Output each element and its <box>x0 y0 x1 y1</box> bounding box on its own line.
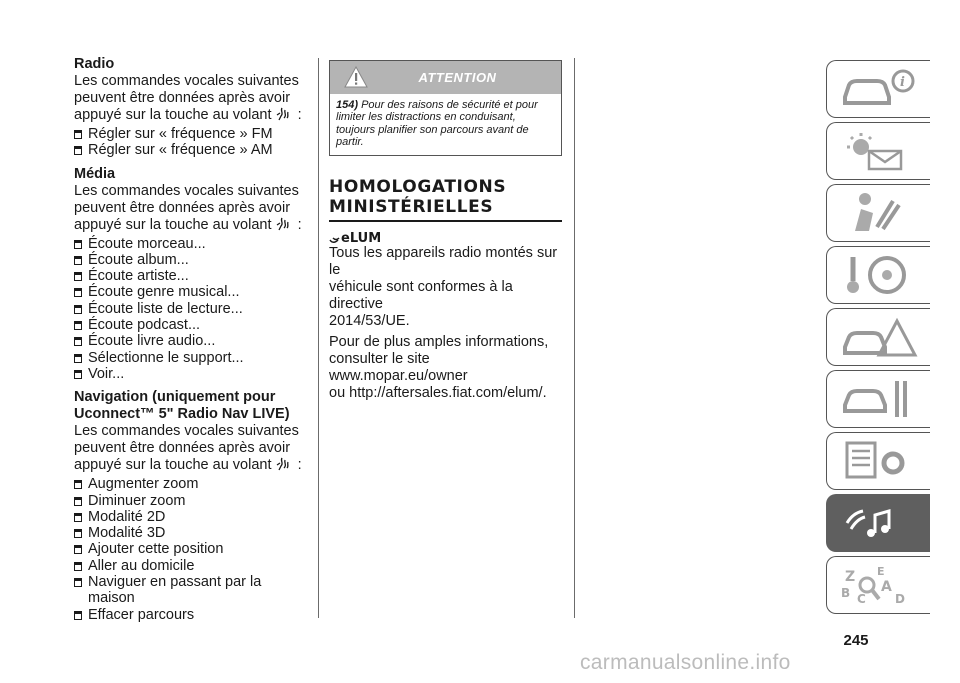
radio-heading: Radio <box>74 56 115 72</box>
seat-airbag-icon <box>839 191 917 235</box>
elum-logo <box>329 229 562 245</box>
list-item: Modalité 2D <box>74 509 308 525</box>
tab-maintenance[interactable] <box>826 370 930 428</box>
list-item: Effacer parcours <box>74 607 308 623</box>
bullet-box-icon <box>74 529 82 538</box>
list-item: Diminuer zoom <box>74 493 308 509</box>
bullet-box-icon <box>74 578 82 587</box>
bullet-box-icon <box>74 354 82 363</box>
homologation-paragraph: Tous les appareils radio montés sur le <box>329 244 558 278</box>
list-item: Régler sur « fréquence » AM <box>74 142 308 158</box>
page-number: 245 <box>843 632 869 649</box>
svg-text:eLUM: eLUM <box>341 230 382 246</box>
voice-command-icon <box>276 217 294 232</box>
media-command-list <box>74 236 308 383</box>
homologation-paragraph: 2014/53/UE. <box>329 312 410 329</box>
column-divider <box>318 58 319 618</box>
voice-command-icon <box>276 457 294 472</box>
list-item: Modalité 3D <box>74 525 308 541</box>
navigation-heading: Navigation (uniquement pour Uconnect™ 5" Radio Nav LIVE) <box>74 389 290 423</box>
media-heading: Média <box>74 165 116 182</box>
list-item: Ajouter cette position <box>74 541 308 557</box>
left-column <box>74 56 308 623</box>
attention-title: ATTENTION <box>418 70 497 85</box>
tab-seat-airbag[interactable] <box>826 184 930 242</box>
homologation-paragraph: Pour de plus amples informations, <box>329 333 549 350</box>
navigation-intro-line: Les commandes vocales suivantes <box>74 423 299 440</box>
svg-text:B: B <box>841 586 851 600</box>
section-title: HOMOLOGATIONS MINISTÉRIELLES <box>329 177 507 218</box>
list-item: Sélectionne le support... <box>74 350 308 366</box>
list-item: Écoute artiste... <box>74 268 308 284</box>
tab-key-steering[interactable] <box>826 246 930 304</box>
bullet-box-icon <box>74 305 82 314</box>
navigation-intro-line: peuvent être données après avoir <box>74 440 291 457</box>
bullet-box-icon <box>74 256 82 265</box>
bullet-box-icon <box>74 146 82 155</box>
voice-command-icon <box>276 107 294 122</box>
bullet-box-icon <box>74 240 82 249</box>
title-underline <box>329 220 562 222</box>
bullet-box-icon <box>74 513 82 522</box>
attention-note: 154) Pour des raisons de sécurité et pour limiter les distractions en conduisant, toujours planifier son parcours avant de partir. <box>336 99 538 148</box>
bullet-box-icon <box>74 497 82 506</box>
bullet-box-icon <box>74 611 82 620</box>
navigation-command-list <box>74 476 308 623</box>
right-column <box>329 60 562 402</box>
emergency-icon <box>839 315 917 359</box>
svg-text:i: i <box>900 75 905 90</box>
svg-text:C: C <box>857 592 866 606</box>
list-item: Écoute morceau... <box>74 236 308 252</box>
column-divider <box>574 58 575 618</box>
media-intro-line: peuvent être données après avoir <box>74 199 291 216</box>
svg-text:A: A <box>881 579 892 595</box>
radio-intro-line: appuyé sur la touche au volant : <box>74 107 302 123</box>
multimedia-icon <box>839 501 917 545</box>
media-intro-line: appuyé sur la touche au volant : <box>74 216 302 233</box>
tab-index[interactable] <box>826 556 930 614</box>
attention-box <box>329 60 562 156</box>
tab-emergency[interactable] <box>826 308 930 366</box>
navigation-intro-line: appuyé sur la touche au volant : <box>74 457 302 474</box>
bullet-box-icon <box>74 272 82 281</box>
svg-text:Z: Z <box>845 569 856 585</box>
bullet-box-icon <box>74 545 82 554</box>
technical-data-icon <box>839 439 917 483</box>
radio-command-list <box>74 126 308 159</box>
list-item: Écoute podcast... <box>74 317 308 333</box>
note-number: 154) <box>336 99 359 111</box>
homologation-paragraph: ou http://aftersales.fiat.com/elum/. <box>329 384 547 401</box>
homologation-paragraph: consulter le site www.mopar.eu/owner <box>329 350 468 384</box>
elum-logo-icon <box>329 229 382 246</box>
car-info-icon <box>839 67 917 111</box>
index-icon <box>839 563 917 607</box>
homologation-paragraph: véhicule sont conformes à la directive <box>329 278 513 312</box>
watermark: carmanualsonline.info <box>580 651 791 674</box>
key-steering-icon <box>839 253 917 297</box>
list-item: Écoute album... <box>74 252 308 268</box>
tab-car-info[interactable] <box>826 60 930 118</box>
list-item: Écoute livre audio... <box>74 333 308 349</box>
bullet-box-icon <box>74 130 82 139</box>
bullet-box-icon <box>74 480 82 489</box>
bullet-box-icon <box>74 370 82 379</box>
attention-header <box>330 61 561 94</box>
radio-intro-line: Les commandes vocales suivantes <box>74 73 299 89</box>
svg-text:D: D <box>895 592 905 606</box>
svg-text:E: E <box>877 565 885 578</box>
radio-intro-line: peuvent être données après avoir <box>74 90 291 106</box>
tab-warning-lights[interactable] <box>826 122 930 180</box>
media-intro-line: Les commandes vocales suivantes <box>74 182 299 199</box>
list-item: Augmenter zoom <box>74 476 308 492</box>
maintenance-icon <box>839 377 917 421</box>
bullet-box-icon <box>74 288 82 297</box>
bullet-box-icon <box>74 321 82 330</box>
list-item: Aller au domicile <box>74 558 308 574</box>
bullet-box-icon <box>74 337 82 346</box>
list-item: Naviguer en passant par la maison <box>74 574 308 607</box>
list-item: Régler sur « fréquence » FM <box>74 126 308 142</box>
tab-multimedia[interactable] <box>826 494 930 552</box>
tab-technical-data[interactable] <box>826 432 930 490</box>
warning-lights-icon <box>839 129 917 173</box>
list-item: Écoute genre musical... <box>74 284 308 300</box>
list-item: Écoute liste de lecture... <box>74 301 308 317</box>
list-item: Voir... <box>74 366 308 382</box>
bullet-box-icon <box>74 562 82 571</box>
